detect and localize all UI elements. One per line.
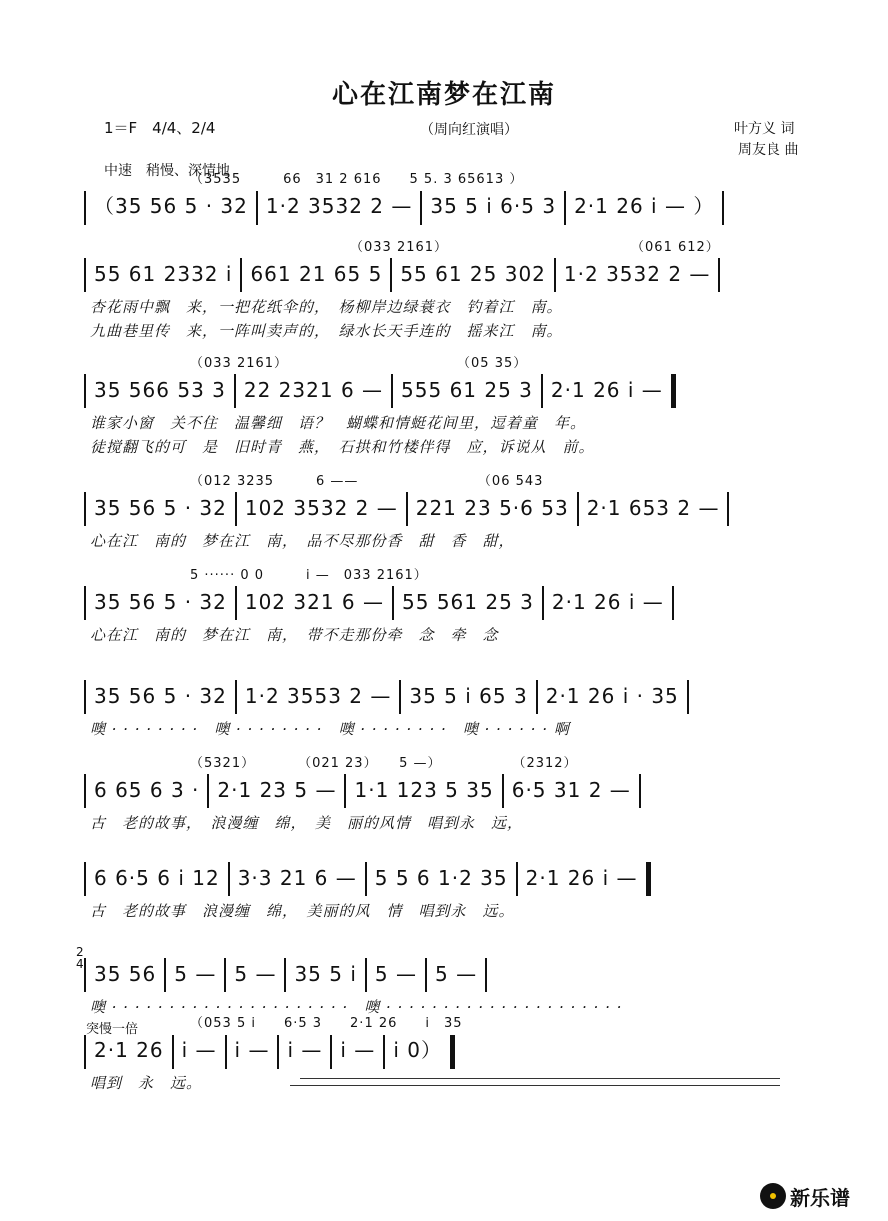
tempo-marking: 中速 稍慢、深情地: [104, 163, 230, 179]
lyricist-credit: 叶方义 词: [734, 121, 795, 137]
measure: 35 5 i 65 3: [409, 683, 528, 708]
barline: [485, 958, 487, 992]
notes-line: [82, 374, 852, 408]
measure: 35 56 5 · 32: [94, 495, 227, 520]
time-signature: [76, 946, 84, 970]
lyric-line: 九曲巷里传 来，一阵叫卖声的， 绿水长天手连的 摇来江 南。: [90, 322, 563, 340]
ending-line: [300, 1078, 780, 1079]
key-signature: 1＝F 4/4、2/4: [104, 119, 216, 137]
measure: 2·1 26 i —: [550, 377, 663, 402]
bracket-annotation: （033 2161） （05 35）: [190, 356, 528, 371]
barline: [399, 680, 401, 714]
measure: 6 65 6 3 ·: [94, 777, 200, 802]
barline: [425, 958, 427, 992]
measure: 221 23 5·6 53: [415, 495, 569, 520]
time-signature-top: 2: [76, 945, 84, 959]
brand-name: 新乐谱: [790, 1185, 850, 1210]
notes-line: [82, 258, 852, 292]
composer-credit: 周友良 曲: [738, 142, 799, 158]
measure: 3·3 21 6 —: [237, 865, 357, 890]
barline: [235, 680, 237, 714]
lyric-line: 谁家小窗 关不住 温馨细 语？ 蝴蝶和情蜓花间里，逗着童 年。: [90, 414, 587, 432]
barline: [577, 492, 579, 526]
barline: [392, 586, 394, 620]
slow-marking: 突慢一倍: [86, 1022, 139, 1037]
measure: 2·1 26 i — ）: [574, 194, 715, 218]
barline: [365, 862, 367, 896]
measure: 2·1 653 2 —: [586, 495, 720, 520]
barline: [365, 958, 367, 992]
barline: [687, 680, 689, 714]
measure: 102 321 6 —: [244, 589, 385, 614]
barline: [234, 374, 236, 408]
measure: 1·1 123 5 35: [354, 777, 494, 802]
notes-line: [82, 492, 852, 526]
barline: [277, 1035, 279, 1069]
barline: [84, 586, 86, 620]
brand-logo: [760, 1180, 850, 1212]
measure: 5 —: [234, 961, 277, 986]
barline: [164, 958, 166, 992]
measure: i 0）: [393, 1038, 442, 1062]
notes-line: [82, 1034, 852, 1069]
measure: 55 561 25 3: [402, 589, 534, 614]
barline: [84, 374, 86, 408]
barline: [383, 1035, 385, 1069]
measure: i —: [234, 1038, 270, 1062]
repeat-barline: [646, 862, 651, 896]
measure: i —: [340, 1038, 376, 1062]
bracket-annotation: （3535 66 31 2 616 5 5. 3 65613 ）: [190, 172, 524, 187]
barline: [84, 958, 86, 992]
barline: [84, 492, 86, 526]
barline: [542, 586, 544, 620]
barline: [235, 492, 237, 526]
measure: 55 61 2332 i: [94, 261, 233, 286]
barline: [284, 958, 286, 992]
barline: [541, 374, 543, 408]
barline: [639, 774, 641, 808]
measure: 35 56 5 · 32: [94, 683, 227, 708]
measure: 2·1 26 i —: [525, 865, 638, 890]
barline: [718, 258, 720, 292]
barline: [727, 492, 729, 526]
measure: 5 5 6 1·2 35: [374, 865, 508, 890]
measure: 35 5 i: [294, 961, 357, 986]
barline: [554, 258, 556, 292]
notes-line: [82, 862, 852, 896]
measure: 102 3532 2 —: [244, 495, 398, 520]
barline: [84, 1035, 86, 1069]
measure: 1·2 3532 2 —: [563, 261, 711, 286]
notes-line: [82, 774, 852, 808]
barline: [516, 862, 518, 896]
measure: 1·2 3553 2 —: [244, 683, 392, 708]
barline: [672, 586, 674, 620]
barline: [420, 191, 422, 225]
barline: [502, 774, 504, 808]
ending-line-2: [290, 1085, 780, 1086]
barline: [207, 774, 209, 808]
barline: [564, 191, 566, 225]
measure: 2·1 26 i · 35: [545, 683, 679, 708]
repeat-barline: [450, 1035, 455, 1069]
barline: [235, 586, 237, 620]
barline: [84, 774, 86, 808]
measure: 555 61 25 3: [401, 377, 533, 402]
measure: 22 2321 6 —: [243, 377, 384, 402]
measure: i —: [181, 1038, 217, 1062]
bracket-annotation: 5 ······ 0 0 i — 033 2161）: [190, 568, 428, 583]
song-title: 心在江南梦在江南: [331, 80, 556, 110]
measure: （35 56 5 · 32: [94, 194, 248, 218]
barline: [722, 191, 724, 225]
measure: 35 5 i 6·5 3: [430, 194, 557, 218]
barline: [390, 258, 392, 292]
record-disc-icon: [760, 1183, 786, 1209]
barline: [224, 958, 226, 992]
barline: [84, 680, 86, 714]
lyric-line: 古 老的故事， 浪漫缠 绵， 美 丽的风情 唱到永 远，: [90, 814, 524, 832]
measure: 35 56: [94, 961, 157, 986]
repeat-barline: [671, 374, 676, 408]
lyric-line: 噢 · · · · · · · · · · · · · · · · · · · · · 噢 · · · · · · · · · · · · · · · · · · · · ·: [90, 998, 623, 1016]
measure: 2·1 23 5 —: [217, 777, 337, 802]
measure: 55 61 25 302: [400, 261, 546, 286]
measure: 1·2 3532 2 —: [265, 194, 413, 218]
time-signature-bottom: 4: [76, 957, 84, 971]
barline: [330, 1035, 332, 1069]
measure: i —: [287, 1038, 323, 1062]
lyric-line: 噢 · · · · · · · · 噢 · · · · · · · · 噢 · · · · · · · · 噢 · · · · · · 啊: [90, 720, 570, 738]
barline: [391, 374, 393, 408]
barline: [344, 774, 346, 808]
barline: [84, 191, 86, 225]
measure: 5 —: [174, 961, 217, 986]
notes-line: [82, 190, 852, 225]
measure: 2·1 26: [94, 1038, 164, 1062]
barline: [406, 492, 408, 526]
measure: 35 566 53 3: [94, 377, 226, 402]
barline: [536, 680, 538, 714]
measure: 6 6·5 6 i 12: [94, 865, 220, 890]
barline: [172, 1035, 174, 1069]
barline: [225, 1035, 227, 1069]
notes-line: [82, 680, 852, 714]
lyric-line: 心在江 南的 梦在江 南， 品不尽那份香 甜 香 甜，: [90, 532, 515, 550]
bracket-annotation: （053 5 i 6·5 3 2·1 26 i 35: [190, 1016, 463, 1031]
notes-line: [82, 586, 852, 620]
measure: 6·5 31 2 —: [511, 777, 631, 802]
barline: [256, 191, 258, 225]
lyric-line: 心在江 南的 梦在江 南， 带不走那份牵 念 牵 念: [90, 626, 499, 644]
measure: 35 56 5 · 32: [94, 589, 227, 614]
bracket-annotation: （5321） （021 23） 5 —） （2312）: [190, 756, 578, 771]
measure: 5 —: [374, 961, 417, 986]
barline: [240, 258, 242, 292]
notes-line: [82, 958, 852, 992]
singer-credit: （周向红演唱）: [420, 122, 518, 138]
barline: [84, 862, 86, 896]
measure: 2·1 26 i —: [551, 589, 664, 614]
measure: 661 21 65 5: [250, 261, 383, 286]
barline: [84, 258, 86, 292]
barline: [228, 862, 230, 896]
lyric-line: 徒搅翻飞的可 是 旧时青 燕， 石拱和竹楼伴得 应，诉说从 前。: [90, 438, 595, 456]
lyric-line: 唱到 永 远。: [90, 1074, 203, 1092]
bracket-annotation: （033 2161） （061 612）: [350, 240, 720, 255]
lyric-line: 古 老的故事 浪漫缠 绵， 美丽的风 情 唱到永 远。: [90, 902, 515, 920]
lyric-line: 杏花雨中飘 来，一把花纸伞的， 杨柳岸边绿蓑衣 钓着江 南。: [90, 298, 563, 316]
measure: 5 —: [435, 961, 478, 986]
bracket-annotation: （012 3235 6 —— （06 543: [190, 474, 544, 489]
